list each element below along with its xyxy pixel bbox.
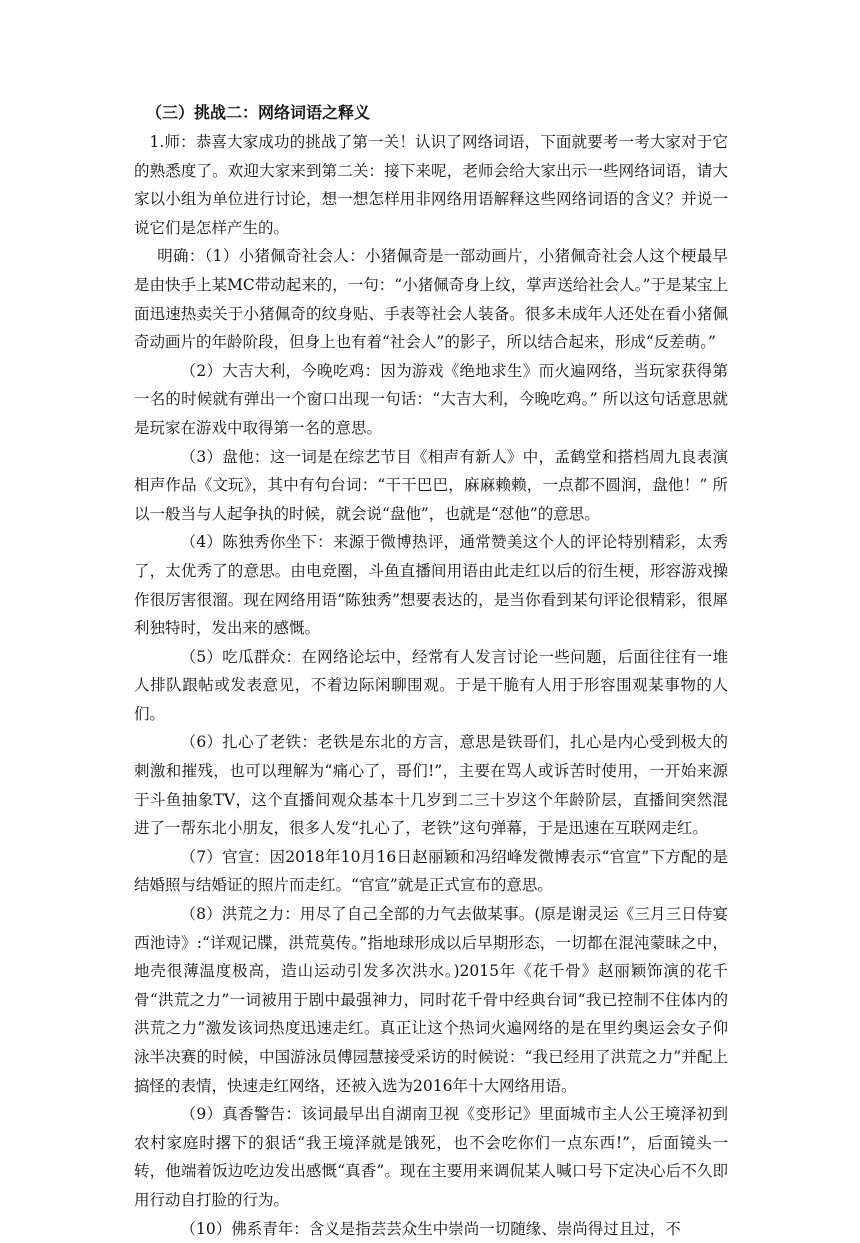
paragraph-item-2: （2）大吉大利，今晚吃鸡：因为游戏《绝地求生》而火遍网络，当玩家获得第一名的时候就有弹出一个窗口出现一句话：“大吉大利，今晚吃鸡。” 所以这句话意思就是玩家在游戏中取得第一名的意思。 [134, 361, 728, 437]
paragraph-item-9: （9）真香警告：该词最早出自湖南卫视《变形记》里面城市主人公王境泽初到农村家庭时撂下的狠话“我王境泽就是饿死，也不会吃你们一点东西!”，后面镜头一转，他端着饭边吃边发出感慨“真香”。现在主要用来调侃某人喊口号下定决心后不久即用行动自打脸的行为。 [134, 1105, 728, 1209]
paragraph-item-1: 明确：（1）小猪佩奇社会人：小猪佩奇是一部动画片，小猪佩奇社会人这个梗最早是由快手上某MC带动起来的，一句：“小猪佩奇身上纹，掌声送给社会人。”于是某宝上面迅速热卖关于小猪佩奇的纹身贴、手表等社会人装备。很多未成年人还处在看小猪佩奇动画片的年龄阶段，但身上也有着“社会人”的影子，所以结合起来，形成“反差萌。” [134, 247, 728, 352]
document-page [134, 98, 728, 1243]
paragraph-item-8: （8）洪荒之力：用尽了自己全部的力气去做某事。(原是谢灵运《三月三日侍宴西池诗》:“详观记牒，洪荒莫传。”指地球形成以后早期形态，一切都在混沌蒙昧之中，地壳很薄温度极高，造山运动引发多次洪水。)2015年《花千骨》赵丽颖饰演的花千骨“洪荒之力”一词被用于剧中最强神力，同时花千骨中经典台词“我已控制不住体内的洪荒之力”激发该词热度迅速走红。真正让这个热词火遍网络的是在里约奥运会女子仰泳半决赛的时候，中国游泳员傅园慧接受采访的时候说：“我已经用了洪荒之力”并配上搞怪的表情，快速走红网络，还被入选为2016年十大网络用语。 [134, 905, 728, 1095]
paragraph-item-6: （6）扎心了老铁：老铁是东北的方言，意思是铁哥们，扎心是内心受到极大的刺激和摧残，也可以理解为“痛心了，哥们!”，主要在骂人或诉苦时使用，一开始来源于斗鱼抽象TV，这个直播间观众基本十几岁到二三十岁这个年龄阶层，直播间突然混进了一帮东北小朋友，很多人发“扎心了，老铁”这句弹幕，于是迅速在互联网走红。 [134, 733, 728, 838]
paragraph-intro: 1.师：恭喜大家成功的挑战了第一关！认识了网络词语，下面就要考一考大家对于它的熟悉度了。欢迎大家来到第二关：接下来呢，老师会给大家出示一些网络词语，请大家以小组为单位进行讨论，想一想怎样用非网络用语解释这些网络词语的含义？并说一说它们是怎样产生的。 [134, 133, 728, 237]
paragraph-item-3: （3）盘他：这一词是在综艺节目《相声有新人》中，孟鹤堂和搭档周九良表演相声作品《文玩》，其中有句台词：“干干巴巴，麻麻赖赖，一点都不圆润，盘他！” 所以一般当与人起争执的时候，就会说“盘他”，也就是“怼他”的意思。 [134, 447, 728, 523]
paragraph-item-7: （7）官宣：因2018年10月16日赵丽颖和冯绍峰发微博表示“官宣”下方配的是结婚照与结婚证的照片而走红。“官宣”就是正式宣布的意思。 [134, 847, 728, 895]
paragraph-item-10: （10）佛系青年：含义是指芸芸众生中崇尚一切随缘、崇尚得过且过，不 [180, 1219, 681, 1238]
paragraph-item-4: （4）陈独秀你坐下：来源于微博热评，通常赞美这个人的评论特别精彩，太秀了，太优秀了的意思。由电竞圈，斗鱼直播间用语由此走红以后的衍生梗，形容游戏操作很厉害很溜。现在网络用语“陈独秀”想要表达的，是当你看到某句评论很精彩，很犀利独特时，发出来的感慨。 [134, 533, 728, 638]
section-heading: （三）挑战二：网络词语之释义 [146, 103, 371, 122]
paragraph-item-5: （5）吃瓜群众：在网络论坛中，经常有人发言讨论一些问题，后面往往有一堆人排队跟帖或发表意见，不着边际闲聊围观。于是干脆有人用于形容围观某事物的人们。 [134, 647, 728, 723]
